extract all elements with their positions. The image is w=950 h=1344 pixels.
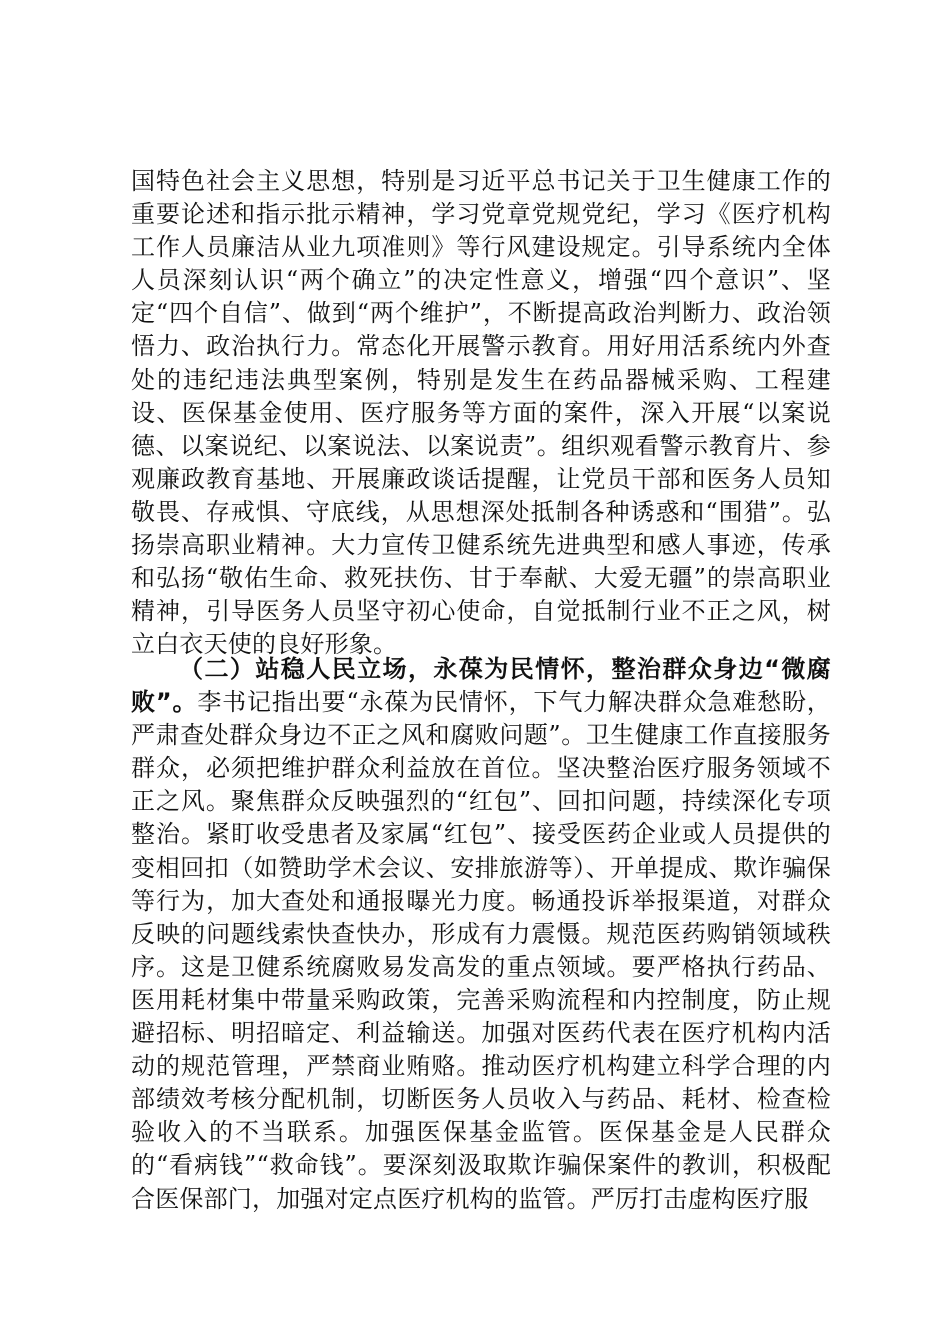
section-heading: （二）站稳人民立场，永葆为民情怀，整治群众身边“微腐败”。: [131, 655, 831, 717]
body-paragraph-2: [131, 653, 831, 1216]
section-body: 李书记指出要“永葆为民情怀，下气力解决群众急难愁盼，严肃查处群众身边不正之风和腐败问题”。卫生健康工作直接服务群众，必须把维护群众利益放在首位。坚决整治医疗服务领域不正之风。聚焦群众反映强烈的“红包”、回扣问题，持续深化专项整治。紧盯收受患者及家属“红包”、接受医药企业或人员提供的变相回扣（如赞助学术会议、安排旅游等）、开单提成、欺诈骗保等行为，加大查处和通报曝光力度。畅通投诉举报渠道，对群众反映的问题线索快查快办，形成有力震慑。规范医药购销领域秩序。这是卫健系统腐败易发高发的重点领域。要严格执行药品、医用耗材集中带量采购政策，完善采购流程和内控制度，防止规避招标、明招暗定、利益输送。加强对医药代表在医疗机构内活动的规范管理，严禁商业贿赂。推动医疗机构建立科学合理的内部绩效考核分配机制，切断医务人员收入与药品、耗材、检查检验收入的不当联系。加强医保基金监管。医保基金是人民群众的“看病钱”“救命钱”。要深刻汲取欺诈骗保案件的教训，积极配合医保部门，加强对定点医疗机构的监管。严厉打击虚构医疗服: [131, 688, 832, 1213]
body-paragraph-1: 国特色社会主义思想，特别是习近平总书记关于卫生健康工作的重要论述和指示批示精神，学习党章党规党纪，学习《医疗机构工作人员廉洁从业九项准则》等行风建设规定。引导系统内全体人员深刻认识“两个确立”的决定性意义，增强“四个意识”、坚定“四个自信”、做到“两个维护”，不断提高政治判断力、政治领悟力、政治执行力。常态化开展警示教育。用好用活系统内外查处的违纪违法典型案例，特别是发生在药品器械采购、工程建设、医保基金使用、医疗服务等方面的案件，深入开展“以案说德、以案说纪、以案说法、以案说责”。组织观看警示教育片、参观廉政教育基地、开展廉政谈话提醒，让党员干部和医务人员知敬畏、存戒惧、守底线，从思想深处抵制各种诱惑和“围猎”。弘扬崇高职业精神。大力宣传卫健系统先进典型和感人事迹，传承和弘扬“敬佑生命、救死扶伤、甘于奉献、大爱无疆”的崇高职业精神，引导医务人员坚守初心使命，自觉抵制行业不正之风，树立白衣天使的良好形象。: [131, 167, 831, 659]
